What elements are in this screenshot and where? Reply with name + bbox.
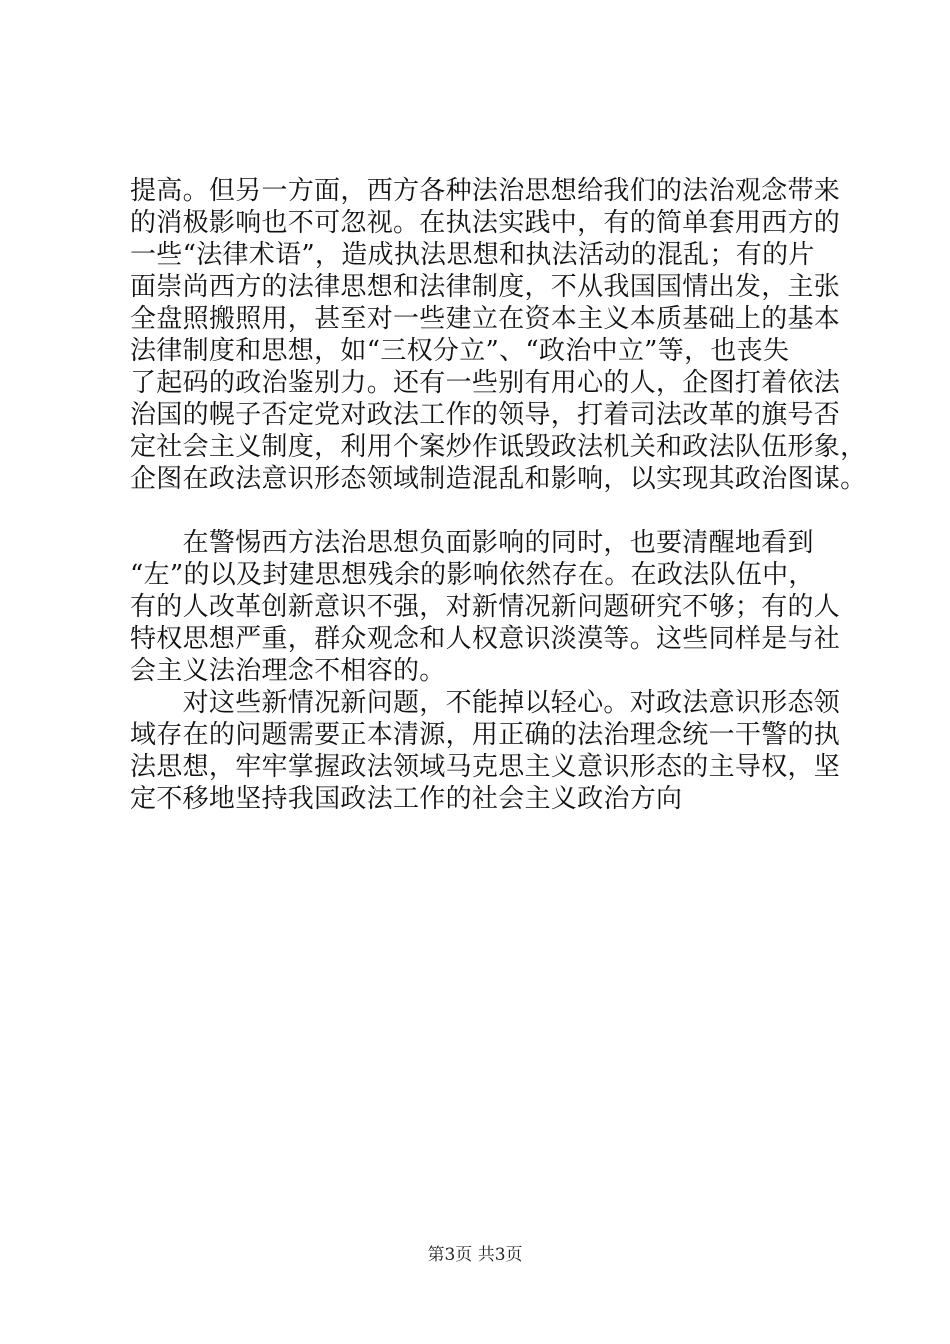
paragraph-1-line-3: 一些“法律术语”，造成执法思想和执法活动的混乱；有的片 [130,240,815,270]
paragraph-3-line-2: 域存在的问题需要正本清源，用正确的法治理念统一干警的执 [130,720,841,750]
paragraph-2-line-4: 特权思想严重，群众观念和人权意识淡漠等。这些同样是与社 [130,624,841,654]
paragraph-2-line-5: 会主义法治理念不相容的。 [130,656,446,686]
paragraph-2-line-2: “左”的以及封建思想残余的影响依然存在。在政法队伍中， [130,560,815,590]
paragraph-1-line-4: 面崇尚西方的法律思想和法律制度，不从我国国情出发，主张 [130,272,841,302]
paragraph-2-line-1: 在警惕西方法治思想负面影响的同时，也要清醒地看到 [130,528,814,558]
paragraph-1-line-10: 企图在政法意识形态领域制造混乱和影响，以实现其政治图谋。 [130,464,867,494]
paragraph-2-line-3: 有的人改革创新意识不强，对新情况新问题研究不够；有的人 [130,592,841,622]
paragraph-1-line-1: 提高。但另一方面，西方各种法治思想给我们的法治观念带来 [130,176,841,206]
paragraph-3-line-3: 法思想，牢牢掌握政法领域马克思主义意识形态的主导权，坚 [130,752,841,782]
paragraph-3-line-1: 对这些新情况新问题，不能掉以轻心。对政法意识形态领 [130,688,841,718]
paragraph-1-line-9: 定社会主义制度，利用个案炒作诋毁政法机关和政法队伍形象， [130,432,867,462]
paragraph-1-line-8: 治国的幌子否定党对政法工作的领导，打着司法改革的旗号否 [130,400,841,430]
paragraph-3-line-4: 定不移地坚持我国政法工作的社会主义政治方向 [130,784,683,814]
paragraph-1-line-5: 全盘照搬照用，甚至对一些建立在资本主义本质基础上的基本 [130,304,841,334]
page-number-footer: 第3页 共3页 [427,1245,523,1265]
paragraph-1-line-2: 的消极影响也不可忽视。在执法实践中，有的简单套用西方的 [130,208,841,238]
paragraph-1-line-6: 法律制度和思想，如“三权分立”、“政治中立”等，也丧失 [130,336,790,366]
paragraph-1-line-7: 了起码的政治鉴别力。还有一些别有用心的人，企图打着依法 [130,368,841,398]
